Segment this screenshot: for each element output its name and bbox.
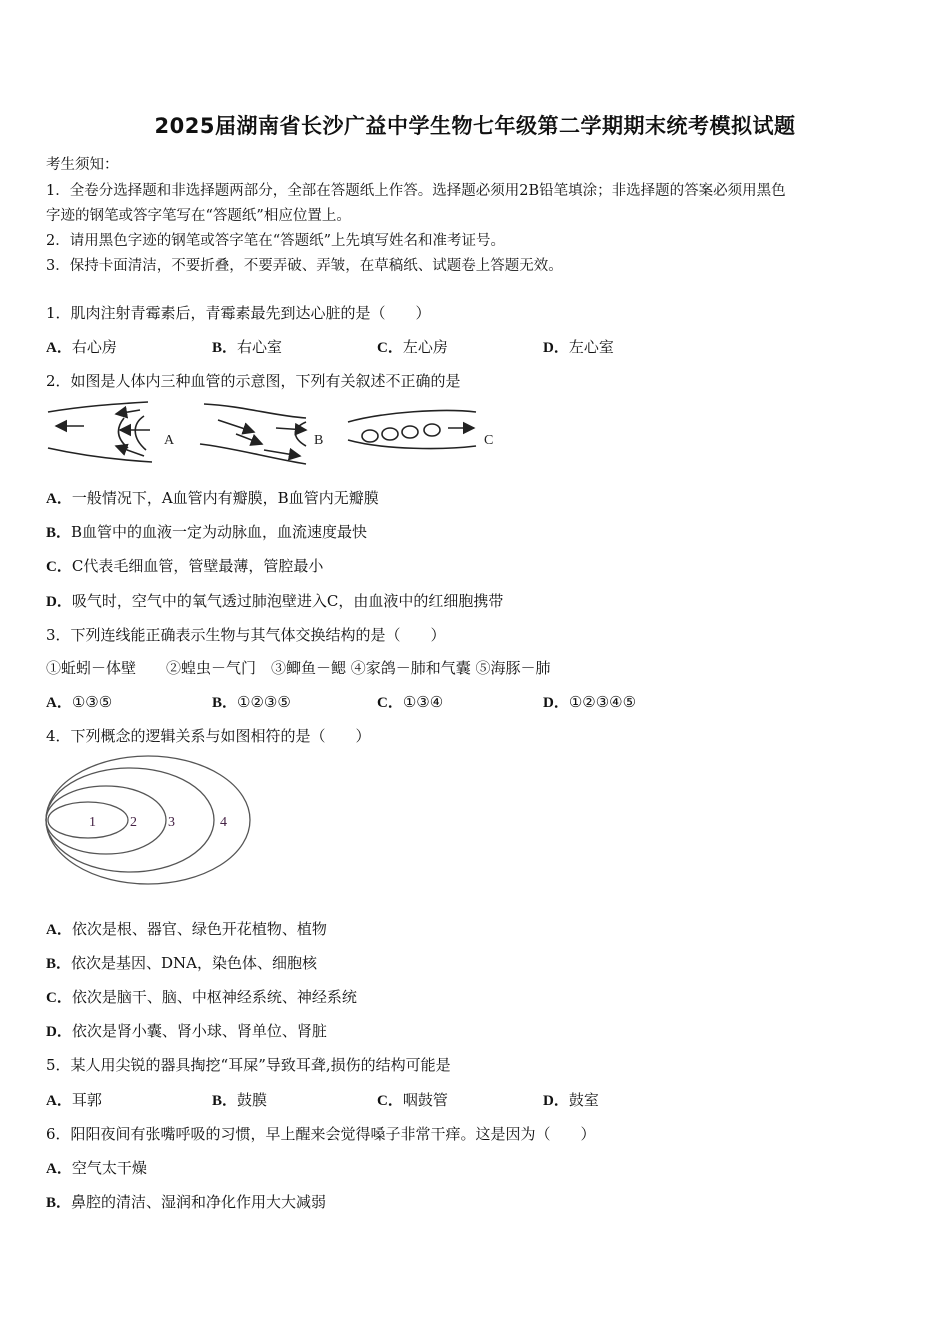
notice-heading: 考生须知：	[46, 157, 119, 173]
question-6-option-a[interactable]: A．空气太干燥	[46, 1159, 147, 1177]
option-a[interactable]: A．①③⑤	[46, 693, 113, 711]
blood-vessel-figure	[44, 398, 504, 468]
question-1-options	[46, 336, 866, 358]
question-4-option-c[interactable]: C．依次是脑干、脑、中枢神经系统、神经系统	[46, 988, 357, 1006]
concept-ellipse-figure	[44, 752, 256, 888]
question-3-stem: 3．下列连线能正确表示生物与其气体交换结构的是（ ）	[46, 626, 446, 644]
question-4-stem: 4．下列概念的逻辑关系与如图相符的是（ ）	[46, 727, 371, 745]
notice-item: 1．全卷分选择题和非选择题两部分，全部在答题纸上作答。选择题必须用2B铅笔填涂；非选择题的答案必须用黑色	[46, 183, 786, 199]
ellipse-label-4: 4	[220, 815, 227, 830]
question-5-options	[46, 1089, 866, 1111]
ellipse-2	[46, 786, 166, 854]
vessel-c	[348, 410, 476, 448]
figure-label-b: B	[314, 433, 324, 448]
option-b[interactable]: B．右心室	[212, 338, 283, 356]
notice-item: 2．请用黑色字迹的钢笔或答字笔在“答题纸”上先填写姓名和准考证号。	[46, 233, 506, 249]
vessel-b	[200, 404, 306, 464]
option-d[interactable]: D．①②③④⑤	[543, 693, 637, 711]
question-2-option-a[interactable]: A．一般情况下，A血管内有瓣膜，B血管内无瓣膜	[46, 489, 379, 507]
option-b[interactable]: B．鼓膜	[212, 1091, 268, 1109]
question-6-option-b[interactable]: B．鼻腔的清洁、湿润和净化作用大大减弱	[46, 1193, 327, 1211]
question-5-stem: 5．某人用尖锐的器具掏挖“耳屎”导致耳聋,损伤的结构可能是	[46, 1056, 451, 1074]
notice-item: 3．保持卡面清洁，不要折叠，不要弄破、弄皱，在草稿纸、试题卷上答题无效。	[46, 258, 563, 274]
question-4-option-a[interactable]: A．依次是根、器官、绿色开花植物、植物	[46, 920, 327, 938]
question-4-option-d[interactable]: D．依次是肾小囊、肾小球、肾单位、肾脏	[46, 1022, 327, 1040]
option-c[interactable]: C．左心房	[377, 338, 448, 356]
option-a[interactable]: A．右心房	[46, 338, 117, 356]
option-c[interactable]: C．咽鼓管	[377, 1091, 448, 1109]
question-3-options	[46, 691, 866, 713]
question-2-stem: 2．如图是人体内三种血管的示意图，下列有关叙述不正确的是	[46, 372, 461, 390]
ellipse-label-3: 3	[168, 815, 175, 830]
question-4-option-b[interactable]: B．依次是基因、DNA，染色体、细胞核	[46, 954, 318, 972]
ellipse-1	[48, 802, 128, 838]
option-d[interactable]: D．鼓室	[543, 1091, 599, 1109]
option-b[interactable]: B．①②③⑤	[212, 693, 291, 711]
question-2-option-d[interactable]: D．吸气时，空气中的氧气透过肺泡壁进入C，由血液中的红细胞携带	[46, 592, 504, 610]
ellipse-label-1: 1	[89, 815, 96, 830]
page-title: 2025届湖南省长沙广益中学生物七年级第二学期期末统考模拟试题	[154, 114, 796, 138]
notice-item: 字迹的钢笔或答字笔写在“答题纸”相应位置上。	[46, 208, 351, 224]
question-6-stem: 6．阳阳夜间有张嘴呼吸的习惯，早上醒来会觉得嗓子非常干痒。这是因为（ ）	[46, 1125, 596, 1143]
figure-label-a: A	[164, 433, 175, 448]
question-2-option-b[interactable]: B．B血管中的血液一定为动脉血，血流速度最快	[46, 523, 368, 541]
option-c[interactable]: C．①③④	[377, 693, 444, 711]
figure-label-c: C	[484, 433, 494, 448]
question-2-option-c[interactable]: C．C代表毛细血管，管壁最薄，管腔最小	[46, 557, 324, 575]
ellipse-label-2: 2	[130, 815, 137, 830]
option-a[interactable]: A．耳郭	[46, 1091, 102, 1109]
vessel-a	[48, 402, 152, 462]
question-3-pairs: ①蚯蚓－体壁 ②蝗虫－气门 ③鲫鱼－鳃 ④家鸽－肺和气囊 ⑤海豚－肺	[46, 659, 551, 677]
question-1-stem: 1．肌肉注射青霉素后，青霉素最先到达心脏的是（ ）	[46, 304, 431, 322]
option-d[interactable]: D．左心室	[543, 338, 614, 356]
